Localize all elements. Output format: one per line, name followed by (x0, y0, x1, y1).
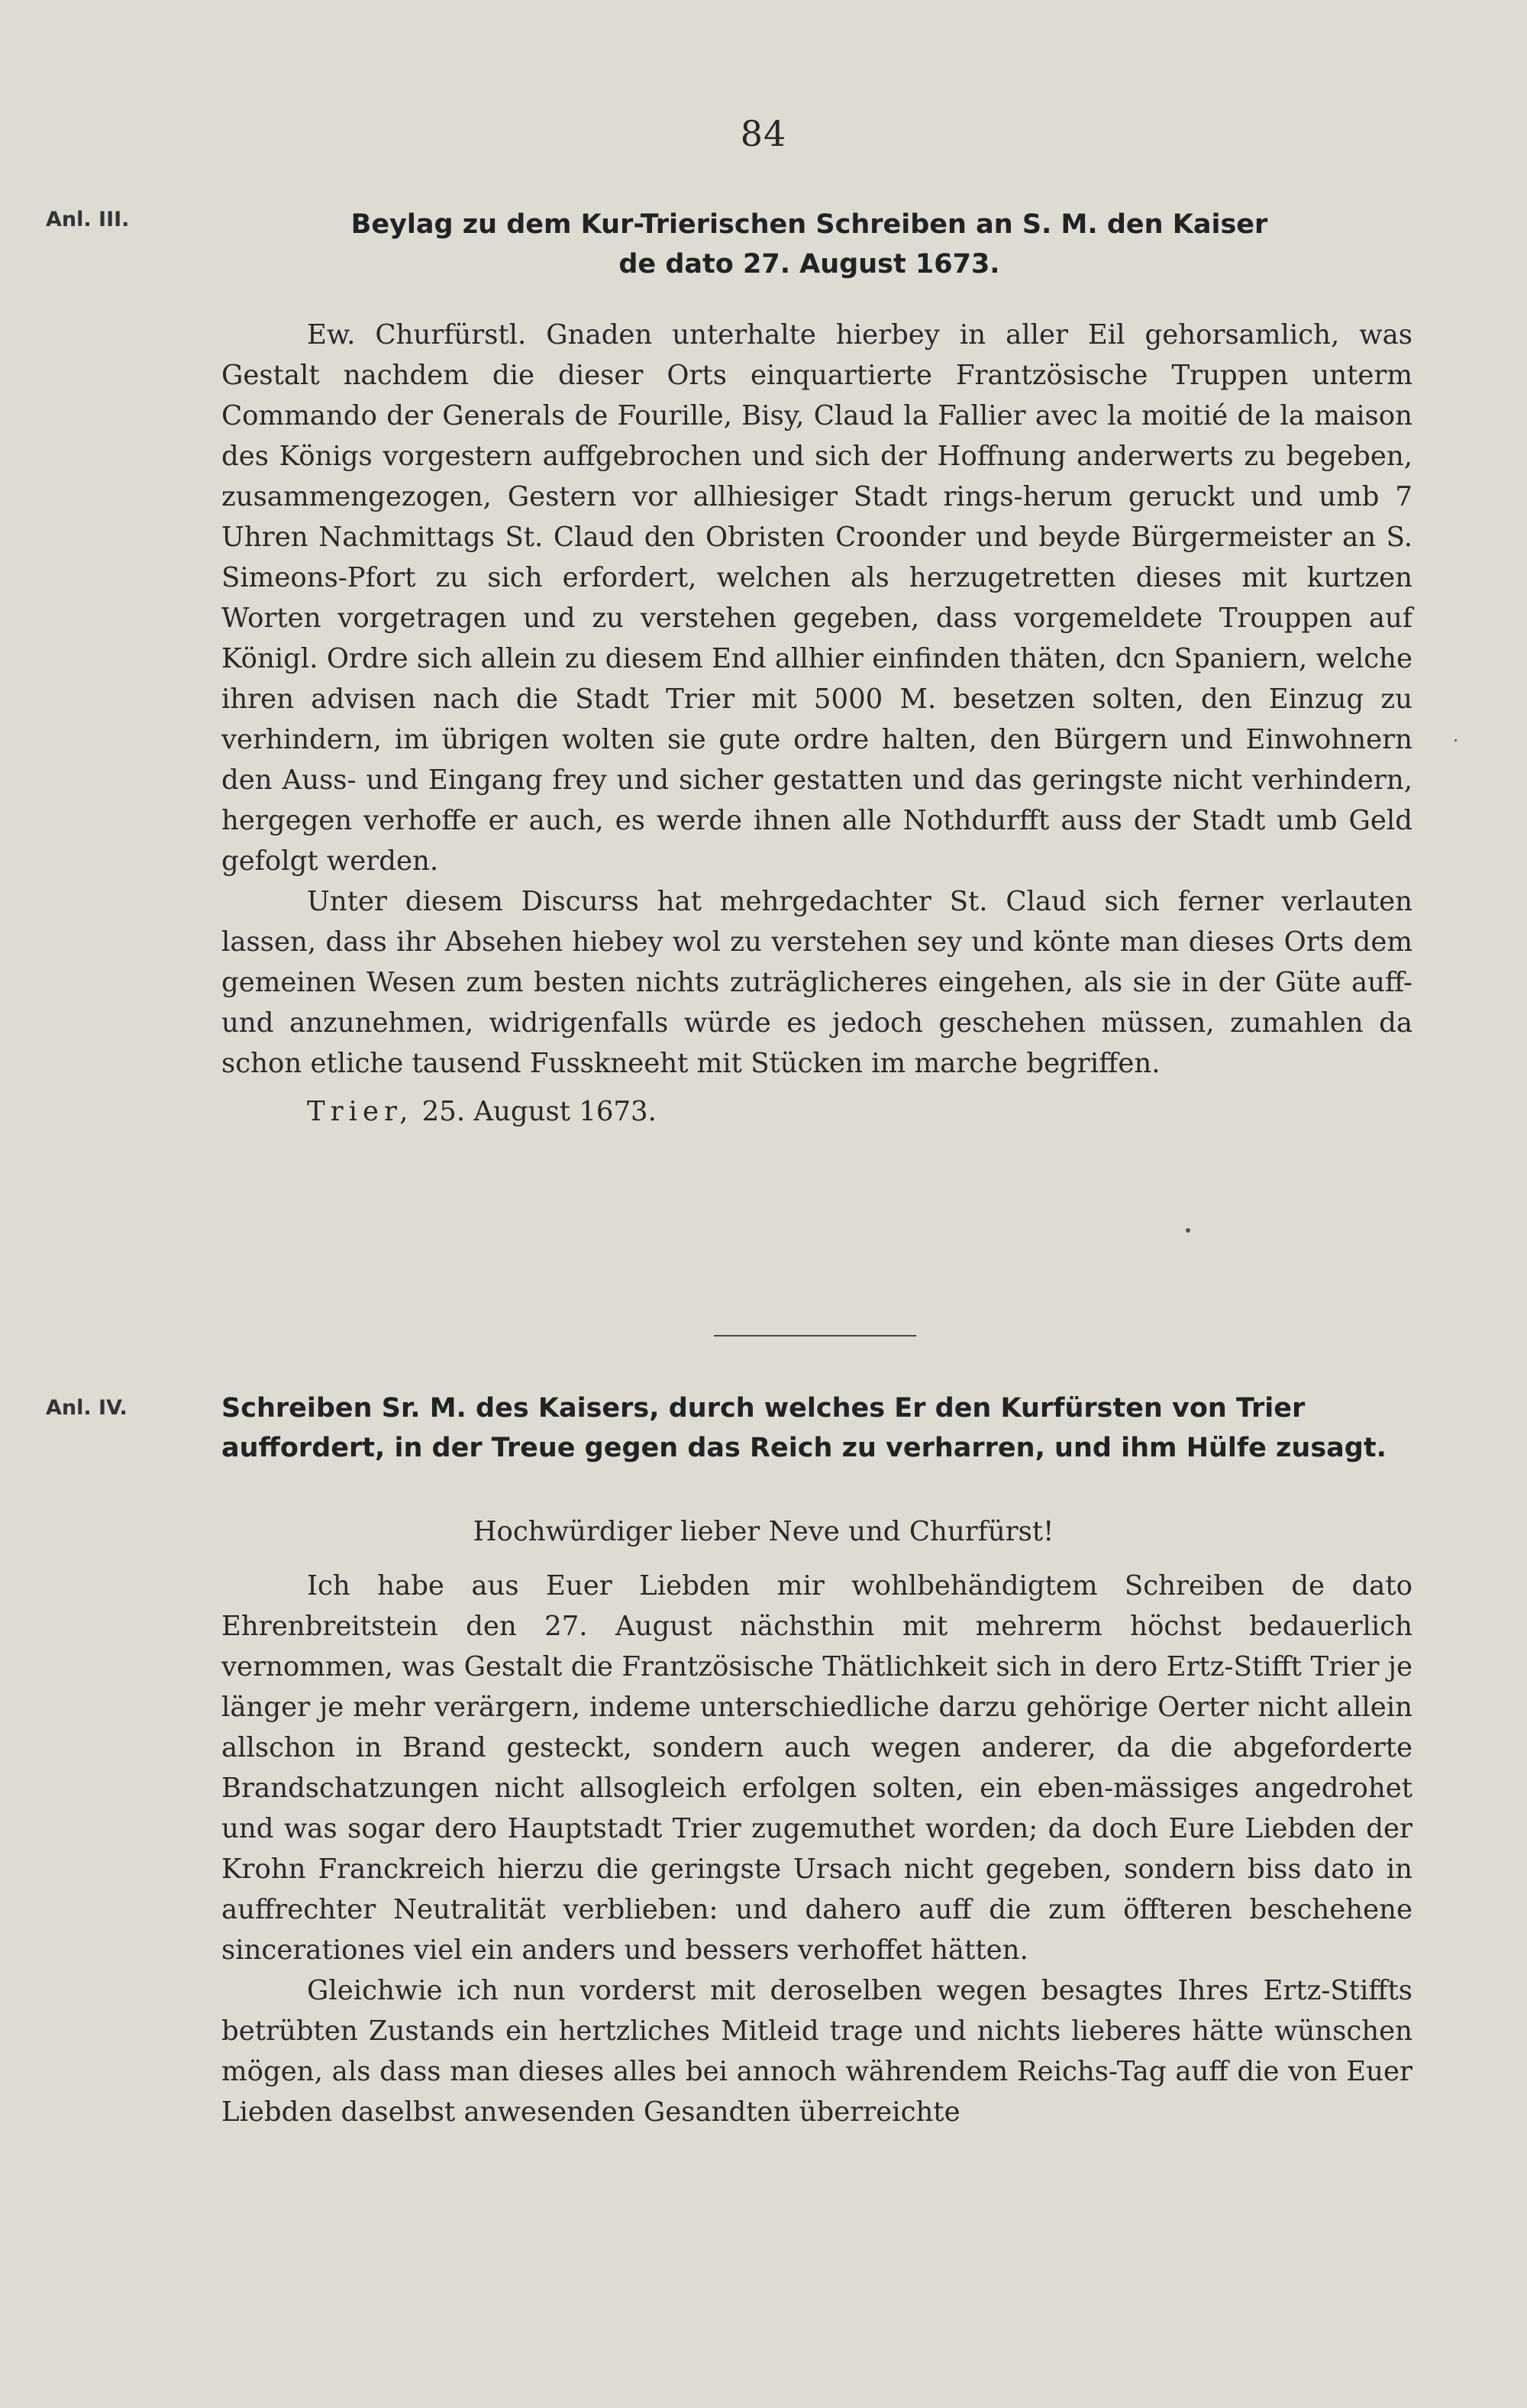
paragraph: Ich habe aus Euer Liebden mir wohlbehändigtem Schreiben de dato Ehrenbreitstein den 27. August nächsthin mit mehrerm höchst bedauerlich vernommen, was Gestalt die Frantzösische Thätlichkeit sich in dero Ertz-Stifft Trier je länger je mehr verärgern, indeme unterschiedliche darzu gehörige Oerter nicht allein allschon in Brand gesteckt, sondern auch wegen anderer, da die abgeforderte Brandschatzungen nicht allsogleich erfolgen solten, ein eben-mässiges angedrohet und was sogar dero Hauptstadt Trier zugemuthet worden; da doch Eure Liebden der Krohn Franckreich hierzu die geringste Ursach nicht gegeben, sondern biss dato in auffrechter Neutralität verblieben: und dahero auff die zum öffteren beschehene sincerationes viel ein anders und bessers verhoffet hätten. (221, 1570, 1412, 1966)
annex-label-iv: Anl. IV. (46, 1396, 128, 1420)
paragraph: Gleichwie ich nun vorderst mit deroselben wegen besagtes Ihres Ertz-Stiffts betrübten Zustands ein hertzliches Mitleid trage und nichts lieberes hätte wünschen mögen, als dass man dieses alles bei annoch währendem Reichs-Tag auff die von Euer Liebden daselbst anwesenden Gesandten überreichte (221, 1975, 1412, 2128)
print-speck (1454, 739, 1457, 742)
date: 25. August 1673. (421, 1096, 657, 1127)
paragraph: Unter diesem Discurss hat mehrgedachter St. Claud sich ferner verlauten lassen, dass ihr Absehen hiebey wol zu verstehen sey und könte man dieses Orts dem gemeinen Wesen zum besten nichts zuträglicheres eingehen, als sie in der Güte auff- und anzunehmen, widrigenfalls würde es jedoch geschehen müssen, zumahlen da schon etliche tausend Fusskneeht mit Stücken im marche begriffen. (221, 886, 1412, 1079)
print-speck (1186, 1228, 1190, 1233)
paragraph: Ew. Churfürstl. Gnaden unterhalte hierbey in aller Eil gehorsamlich, was Gestalt nachdem die dieser Orts einquartierte Frantzösische Truppen unterm Commando der Generals de Fourille, Bisy, Claud la Fallier avec la moitié de la maison des Königs vorgestern auffgebrochen und sich der Hoffnung anderwerts zu begeben, zusammengezogen, Gestern vor allhiesiger Stadt rings-herum geruckt und umb 7 Uhren Nachmittags St. Claud den Obristen Croonder und beyde Bürgermeister an S. Simeons-Pfort zu sich erfordert, welchen als herzugetretten dieses mit kurtzen Worten vorgetragen und zu verstehen gegeben, dass vorgemeldete Trouppen auf Königl. Ordre sich allein zu diesem End allhier einfinden thäten, dcn Spaniern, welche ihren advisen nach die Stadt Trier mit 5000 M. besetzen solten, den Einzug zu verhindern, im übrigen wolten sie gute ordre halten, den Bürgern und Einwohnern den Auss- und Eingang frey und sicher gestatten und das geringste nicht verhindern, hergegen verhoffe er auch, es werde ihnen alle Nothdurfft auss der Stadt umb Geld gefolgt werden. (221, 319, 1412, 877)
heading-line: Schreiben Sr. M. des Kaisers, durch welches Er den Kurfürsten von Trier (221, 1393, 1306, 1424)
page-number: 84 (740, 113, 787, 154)
salutation: Hochwürdiger lieber Neve und Churfürst! (473, 1516, 1054, 1547)
heading-line: auffordert, in der Treue gegen das Reich zu verharren, und ihm Hülfe zusagt. (221, 1433, 1387, 1463)
place: Trier, (307, 1096, 414, 1127)
section-heading-iv (221, 1388, 1412, 1468)
place-date-line (221, 1091, 1412, 1132)
heading-line: Beylag zu dem Kur-Trierischen Schreiben an S. M. den Kaiser (350, 209, 1268, 240)
section-body-iii (221, 315, 1412, 1132)
section-body-iv (221, 1566, 1412, 2132)
section-divider (714, 1335, 916, 1337)
heading-line: de dato 27. August 1673. (618, 249, 1000, 280)
section-heading-iii (229, 205, 1390, 284)
annex-label-iii: Anl. III. (46, 208, 130, 231)
